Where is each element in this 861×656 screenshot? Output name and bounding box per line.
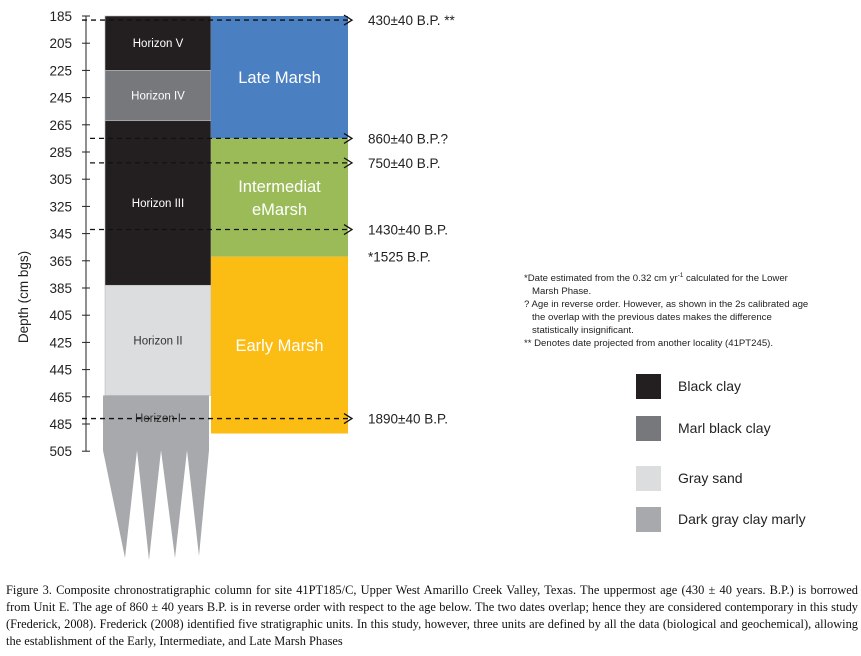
footnote-rate-cont: Marsh Phase.	[532, 286, 592, 297]
tick-label: 245	[49, 90, 72, 106]
tick-label: 505	[49, 444, 72, 460]
tick-label: 465	[49, 389, 72, 405]
legend	[636, 374, 806, 532]
tick-label: 305	[49, 172, 72, 188]
legend-label: Gray sand	[678, 470, 743, 486]
axis-label: Depth (cm bgs)	[16, 250, 31, 344]
horizon-label: Horizon I	[134, 412, 182, 425]
footnote-reverse-order-cont: the overlap with the previous dates makes the difference	[532, 312, 772, 323]
date-label: 1890±40 B.P.	[368, 411, 448, 427]
tick-label: 345	[49, 226, 72, 242]
legend-label: Dark gray clay marly	[678, 511, 806, 527]
footnote-projected: ** Denotes date projected from another locality (41PT245).	[524, 338, 774, 349]
date-label: *1525 B.P.	[368, 249, 431, 265]
tick-label: 325	[49, 199, 72, 215]
tick-label: 265	[49, 117, 72, 133]
depth-axis	[49, 9, 90, 459]
tick-label: 365	[49, 253, 72, 269]
phase-column	[211, 16, 348, 434]
tick-label: 405	[49, 308, 72, 324]
legend-swatch	[636, 466, 661, 491]
phase-label: Late Marsh	[238, 69, 321, 88]
date-label: 750±40 B.P.	[368, 155, 441, 171]
tick-label: 425	[49, 335, 72, 351]
legend-swatch	[636, 416, 661, 441]
tick-label: 485	[49, 417, 72, 432]
legend-swatch	[636, 374, 661, 399]
tick-label: 285	[49, 145, 72, 160]
horizon-label: Horizon II	[133, 335, 183, 348]
date-label: 430±40 B.P. **	[368, 13, 455, 29]
date-label: 860±40 B.P.?	[368, 131, 448, 147]
tick-label: 385	[49, 281, 72, 296]
horizon-label: Horizon V	[132, 38, 184, 51]
footnote-reverse-order: ? Age in reverse order. However, as shown in the 2s calibrated age	[524, 299, 809, 310]
legend-label: Black clay	[678, 378, 742, 394]
figure-caption: Figure 3. Composite chronostratigraphic column for site 41PT185/C, Upper West Amarillo Creek Valley, Texas. The uppermost age (430 ± 40 years. B.P.) is borrowed from Unit E. The age of 860 ± 40 years B.P. is in reverse order with respect to the age below. The two dates overlap; hence they are considered contemporary in this study (Frederick, 2008). Frederick (2008) identified five stratigraphic units. In this study, however, three units are defined by all the data (biological and geochemical), allowing the establishment of the Early, Intermediate, and Late Marsh Phases	[6, 583, 858, 648]
phase-label: eMarsh	[251, 201, 308, 220]
footnote-rate: *Date estimated from the 0.32 cm $yr^{-1}$ calculated for the Lower	[524, 271, 788, 284]
footnotes	[524, 272, 854, 350]
phase-label: Intermediat	[238, 178, 321, 197]
date-label: 1430±40 B.P.	[368, 222, 448, 238]
tick-label: 445	[49, 362, 72, 378]
legend-label: Marl black clay	[678, 420, 771, 436]
legend-swatch	[636, 507, 661, 532]
phase-label: Early Marsh	[235, 337, 324, 356]
horizon-label: Horizon IV	[131, 90, 185, 103]
horizon-label: Horizon III	[131, 198, 185, 210]
phase-block	[211, 138, 348, 256]
horizon-column	[103, 16, 211, 560]
tick-label: 205	[49, 36, 72, 52]
footnote-reverse-order-end: statistically insignificant.	[532, 325, 634, 336]
tick-label: 185	[49, 9, 72, 24]
tick-label: 225	[49, 63, 72, 79]
